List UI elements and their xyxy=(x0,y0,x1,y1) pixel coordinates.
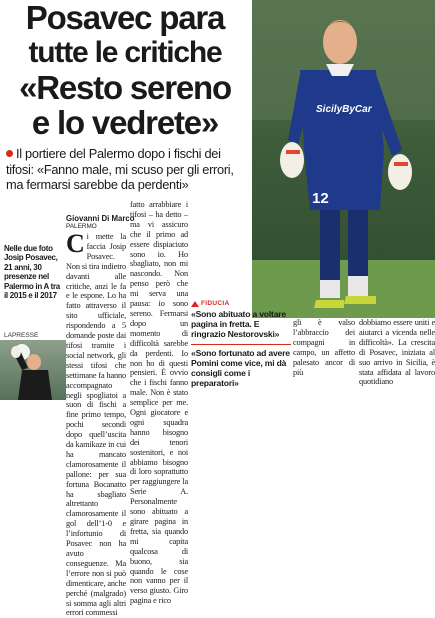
headline-line-2: tutte le critiche xyxy=(28,36,222,69)
bullet-dot-icon xyxy=(6,150,13,157)
headline xyxy=(0,0,250,140)
goalkeeper-save-illustration xyxy=(0,340,66,400)
byline-place: PALERMO xyxy=(66,223,97,230)
quote-box xyxy=(191,300,291,400)
body-column-3: gli è valso l’abbraccio dei compagni in campo, un affetto palesato ancor di più xyxy=(293,318,355,377)
photo-caption: Nelle due foto Josip Posavec, 21 anni, 30 presenze nel Palermo in A tra il 2015 e il 2017 xyxy=(4,244,60,301)
headline-line-3: «Resto sereno xyxy=(19,69,231,106)
pull-quote-2: «Sono fortunato ad avere Pomini come vice, mi dà consigli come i preparatori» xyxy=(191,347,290,389)
quote-box-tag xyxy=(191,300,291,307)
body-column-1 xyxy=(66,229,126,618)
headline-line-4: e lo vedrete» xyxy=(31,104,219,141)
jersey-sponsor: SicilyByCar xyxy=(316,104,372,115)
goalkeeper-photo-illustration xyxy=(252,0,435,318)
quote-box-tag-label: FIDUCIA xyxy=(201,300,230,307)
photo-credit: LAPRESSE xyxy=(4,332,39,339)
byline-author: Giovanni Di Marco xyxy=(66,214,135,223)
triangle-icon xyxy=(191,301,199,307)
body-column-4: dobbiamo essere uniti e aiutarci a vicenda nelle difficoltà». La crescita di Posavec, iniziata al suo arrivo in Sicilia, è stata affidata al lavoro quotidiano xyxy=(359,318,435,387)
pull-quote-1: «Sono abituato a voltare pagina in fretta. E ringrazio Nestorovski» xyxy=(191,309,287,340)
quote-divider xyxy=(191,344,291,345)
thumbnail-photo xyxy=(0,340,66,400)
headline-line-1: Posavec para xyxy=(25,0,225,36)
main-photo xyxy=(252,0,435,318)
body-column-2: fatto arrabbiare i tifosi – ha detto – ma vi assicuro che il primo ad essere dispiaciuto sono io. Ho sbagliato, non mi nascondo. Non penso però che mi serva una pausa: io sono sereno. Fermarsi dopo un momento di difficoltà sarebbe da perdenti. Io non ho di questi pensieri. È ovvio che i fischi fanno male. Non è stato semplice per me. Ogni giocatore e ogni squadra hanno bisogno dei tenori sostenitori, e noi abbiamo bisogno di loro soprattutto per raggiungere la Serie A. Personalmente sono abituato a girare pagina in fretta, sia quando mi capita qualcosa di buono, sia quando le cose non vanno per il verso giusto. Giro pagina e rico xyxy=(130,200,188,606)
body-column-1-text: i mette la faccia Josip Posavec. Non si tira indietro davanti alle critiche, anzi le fa e le espone. Lo ha fatto attraverso il sito ufficiale, rispondendo a 5 domande poste dai tifosi tramite i social network, gli stessi tifosi che settimane fa hanno accompagnato negli spogliatoi a suon di fischi a fine primo tempo, pochi secondi dopo quell’uscita da kamikaze in cui ha mancato clamorosamente il pallone: per sua fortuna Bocanatto ha sbagliato altrettanto clamorosamente il gol dell’1-0 e l’infortunio di Posavec non ha avuto conseguenze. Ma l’errore non si può dimenticare, anche perché (malgrado) si somma agli altri errori commessi xyxy=(66,232,126,618)
drop-cap: C xyxy=(66,229,85,258)
jersey-number: 12 xyxy=(312,190,329,207)
subheadline-text: Il portiere del Palermo dopo i fischi dei tifosi: «Fanno male, mi scuso per gli errori, ma fermarsi sarebbe da perdenti» xyxy=(6,146,234,192)
subheadline xyxy=(6,146,248,210)
